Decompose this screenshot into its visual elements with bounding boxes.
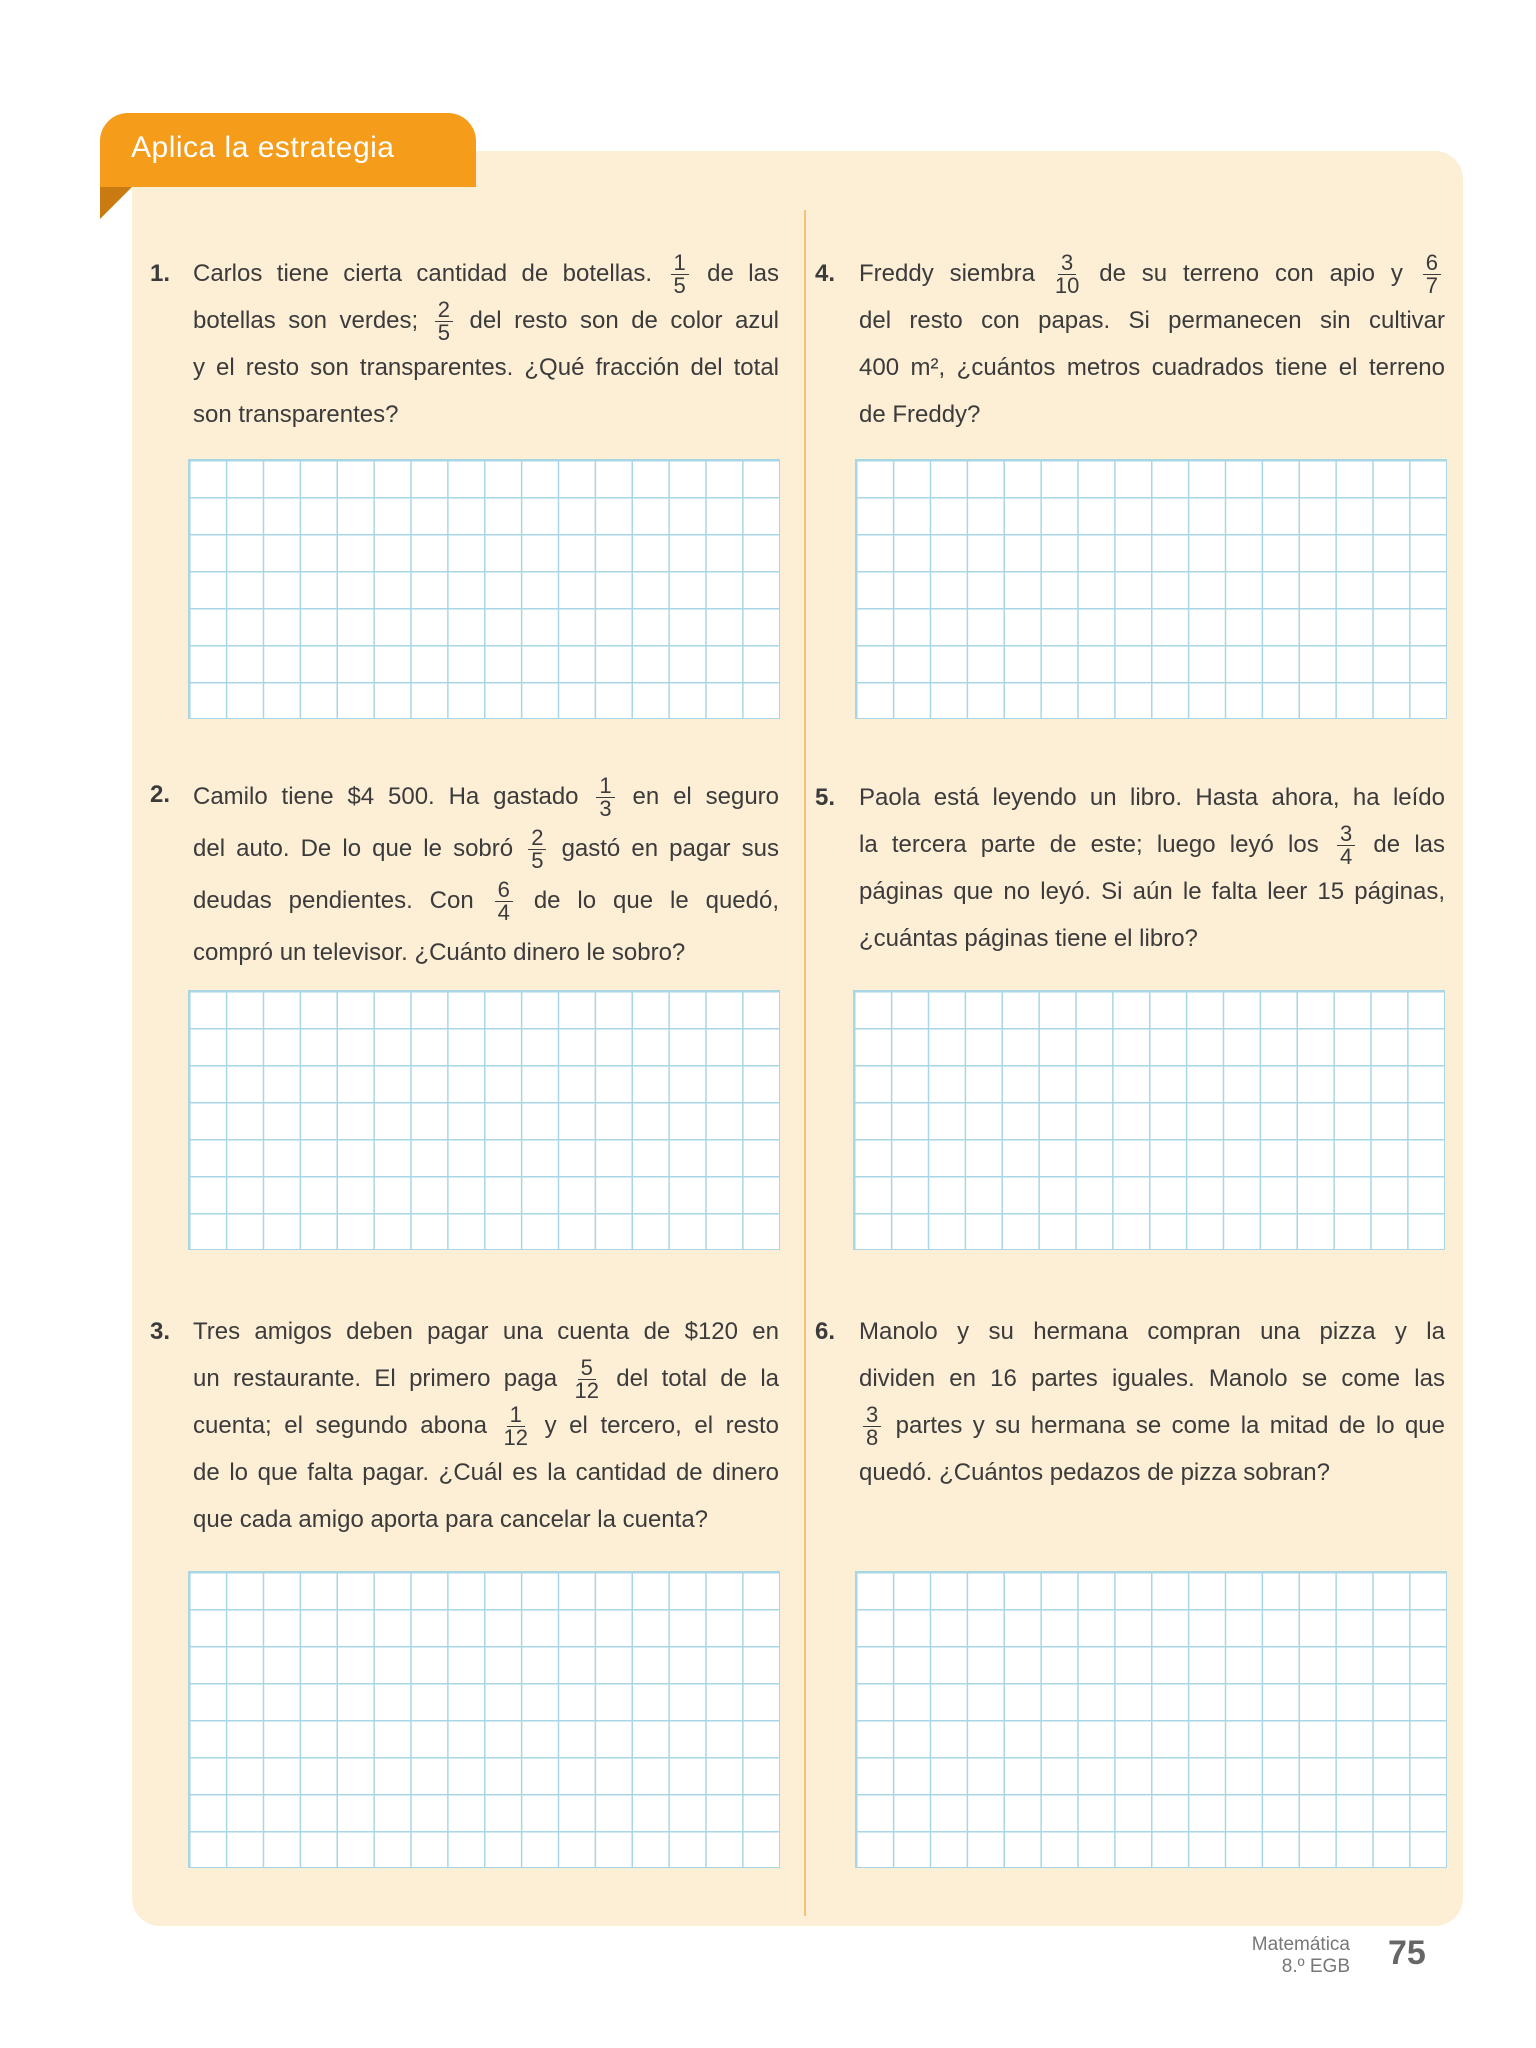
column-divider <box>804 210 806 1916</box>
denominator: 4 <box>497 900 510 926</box>
problem-number: 1. <box>150 260 171 287</box>
problem-line <box>859 1308 1445 1355</box>
answer-grid-6[interactable] <box>855 1571 1447 1868</box>
numerator: 3 <box>1337 823 1355 846</box>
section-tab <box>100 113 476 187</box>
answer-grid-2[interactable] <box>188 990 780 1250</box>
numerator: 1 <box>507 1404 525 1427</box>
text-segment: Carlos tiene cierta cantidad de botellas. <box>193 260 667 287</box>
answer-grid-1[interactable] <box>188 459 780 719</box>
problem-1-text <box>193 250 779 438</box>
problem-number: 2. <box>150 781 171 808</box>
text-segment: cuenta; el segundo abona <box>193 1412 500 1439</box>
problem-line <box>193 875 779 927</box>
denominator: 3 <box>599 796 612 822</box>
text-segment: un restaurante. El primero paga <box>193 1365 571 1392</box>
numerator: 5 <box>578 1357 596 1380</box>
problem-line <box>193 1449 779 1496</box>
text-segment: compró un televisor. ¿Cuánto dinero le sobro? <box>193 939 686 966</box>
text-segment: que cada amigo aporta para cancelar la cuenta? <box>193 1506 709 1533</box>
problem-line <box>859 1355 1445 1402</box>
footer-subject <box>1252 1934 1350 1978</box>
numerator: 2 <box>528 827 546 850</box>
problem-2-text <box>193 771 779 979</box>
text-segment: de las <box>692 260 779 287</box>
fraction <box>1055 252 1079 297</box>
denominator: 10 <box>1054 273 1080 299</box>
denominator: 4 <box>1339 844 1353 870</box>
problem-line <box>859 821 1445 868</box>
fraction <box>528 827 546 872</box>
problem-line <box>859 1449 1445 1496</box>
text-segment: Freddy siembra <box>859 260 1051 287</box>
text-segment: de su terreno con apio y <box>1083 260 1419 287</box>
problem-3-text <box>193 1308 779 1543</box>
fraction <box>596 775 614 820</box>
fraction <box>1423 252 1441 297</box>
text-segment: son transparentes? <box>193 401 399 428</box>
fraction <box>435 299 453 344</box>
denominator: 5 <box>673 273 686 299</box>
numerator: 6 <box>495 879 513 902</box>
problem-line <box>193 1402 779 1449</box>
problem-6-text <box>859 1308 1445 1496</box>
problem-5-text <box>859 774 1445 962</box>
numerator: 1 <box>596 775 614 798</box>
problem-line <box>193 344 779 391</box>
problem-4-text <box>859 250 1445 438</box>
problem-number: 3. <box>150 1318 171 1345</box>
text-segment: del resto con papas. Si permanecen sin cultivar <box>859 307 1445 334</box>
text-segment: en el seguro <box>618 783 780 810</box>
numerator: 1 <box>671 252 689 275</box>
problem-line <box>193 391 779 438</box>
problem-number: 4. <box>815 260 836 287</box>
fraction <box>574 1357 598 1402</box>
numerator: 3 <box>1058 252 1076 275</box>
answer-grid-5[interactable] <box>853 990 1445 1250</box>
text-segment: y el resto son transparentes. ¿Qué fracción del total <box>193 354 779 381</box>
numerator: 2 <box>435 299 453 322</box>
fraction <box>504 1404 528 1449</box>
fraction <box>863 1404 881 1449</box>
text-segment: de lo que falta pagar. ¿Cuál es la cantidad de dinero <box>193 1459 779 1486</box>
text-segment: ¿cuántas páginas tiene el libro? <box>859 925 1198 952</box>
text-segment: quedó. ¿Cuántos pedazos de pizza sobran? <box>859 1459 1330 1486</box>
numerator: 6 <box>1423 252 1441 275</box>
text-segment: del auto. De lo que le sobró <box>193 835 525 862</box>
problem-line <box>859 344 1445 391</box>
problem-line <box>193 771 779 823</box>
denominator: 8 <box>866 1425 879 1451</box>
problem-number: 5. <box>815 784 836 811</box>
denominator: 12 <box>503 1425 529 1451</box>
text-segment: 400 m², ¿cuántos metros cuadrados tiene el terreno <box>859 354 1445 381</box>
text-segment: Tres amigos deben pagar una cuenta de $120 en <box>193 1318 779 1345</box>
text-segment: del total de la <box>602 1365 780 1392</box>
text-segment: de lo que le quedó, <box>516 887 780 914</box>
problem-line <box>193 927 779 979</box>
problem-line <box>859 915 1445 962</box>
grade-label: 8.º EGB <box>1281 1956 1350 1977</box>
text-segment: partes y su hermana se come la mitad de lo que <box>885 1412 1445 1439</box>
problem-number: 6. <box>815 1318 836 1345</box>
problem-line <box>859 297 1445 344</box>
section-title: Aplica la estrategia <box>131 131 395 164</box>
text-segment: y el tercero, el resto <box>532 1412 779 1439</box>
numerator: 3 <box>863 1404 881 1427</box>
text-segment: botellas son verdes; <box>193 307 431 334</box>
page-number: 75 <box>1388 1934 1426 1972</box>
text-segment: de las <box>1359 831 1446 858</box>
answer-grid-3[interactable] <box>188 1571 780 1868</box>
problem-line <box>193 250 779 297</box>
subject-label: Matemática <box>1251 1934 1350 1955</box>
text-segment: Paola está leyendo un libro. Hasta ahora, ha leído <box>859 784 1445 811</box>
denominator: 7 <box>1425 273 1438 299</box>
denominator: 12 <box>574 1378 599 1404</box>
text-segment: Camilo tiene $4 500. Ha gastado <box>193 783 593 810</box>
problem-line <box>859 391 1445 438</box>
denominator: 5 <box>531 848 544 874</box>
text-segment: la tercera parte de este; luego leyó los <box>859 831 1333 858</box>
problem-line <box>193 1496 779 1543</box>
fraction <box>671 252 689 297</box>
problem-line <box>859 250 1445 297</box>
problem-line <box>193 823 779 875</box>
text-segment: Manolo y su hermana compran una pizza y la <box>859 1318 1445 1345</box>
problem-line <box>193 1355 779 1402</box>
answer-grid-4[interactable] <box>855 459 1447 719</box>
problem-line <box>859 1402 1445 1449</box>
problem-line <box>193 1308 779 1355</box>
problem-line <box>193 297 779 344</box>
fraction <box>495 879 513 924</box>
fraction <box>1337 823 1355 868</box>
text-segment: del resto son de color azul <box>456 307 780 334</box>
text-segment: dividen en 16 partes iguales. Manolo se come las <box>859 1365 1445 1392</box>
denominator: 5 <box>437 320 450 346</box>
text-segment: de Freddy? <box>859 401 981 428</box>
text-segment: gastó en pagar sus <box>550 835 779 862</box>
text-segment: deudas pendientes. Con <box>193 887 491 914</box>
tab-fold <box>100 187 132 219</box>
problem-line <box>859 774 1445 821</box>
problem-line <box>859 868 1445 915</box>
text-segment: páginas que no leyó. Si aún le falta leer 15 páginas, <box>859 878 1445 905</box>
